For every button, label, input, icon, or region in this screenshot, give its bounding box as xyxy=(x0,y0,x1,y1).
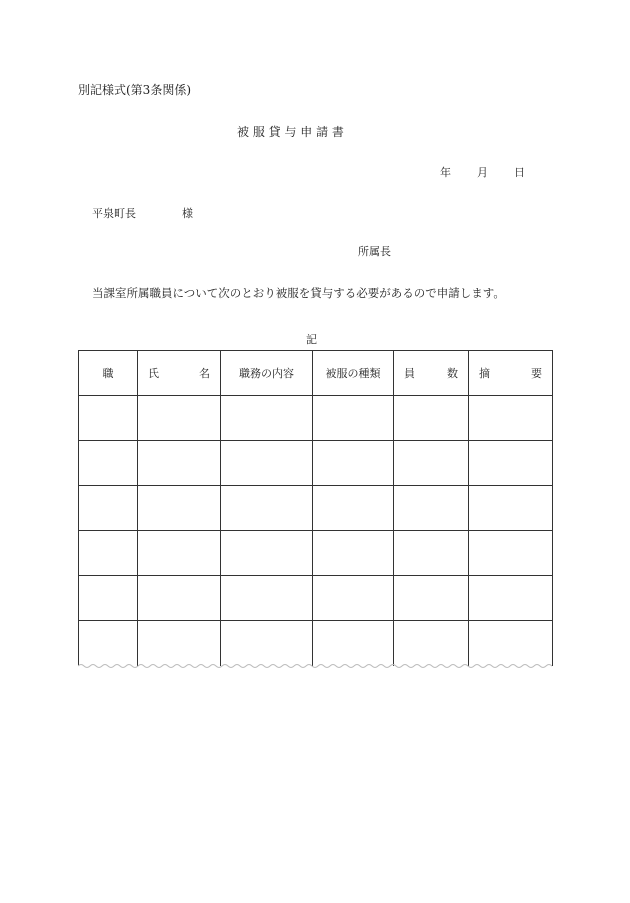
date-line xyxy=(440,164,525,180)
table-row xyxy=(79,396,553,441)
table-body xyxy=(79,396,553,667)
table-cell-position[interactable] xyxy=(79,396,138,441)
addressee-honorific: 様 xyxy=(182,207,193,220)
table-cell-remarks[interactable] xyxy=(469,576,553,621)
col-header-quantity xyxy=(394,351,469,396)
col-header-name xyxy=(138,351,221,396)
table-cell-duties[interactable] xyxy=(221,531,313,576)
col-header-name-part2: 名 xyxy=(199,367,210,380)
torn-edge xyxy=(78,663,552,671)
table-row xyxy=(79,441,553,486)
col-header-duties: 職務の内容 xyxy=(221,351,313,396)
table-cell-duties[interactable] xyxy=(221,441,313,486)
table-cell-remarks[interactable] xyxy=(469,486,553,531)
table-cell-name[interactable] xyxy=(138,486,221,531)
addressee xyxy=(92,205,193,221)
table-cell-quantity[interactable] xyxy=(394,531,469,576)
col-header-name-part1: 氏 xyxy=(148,367,159,380)
application-table xyxy=(78,350,553,666)
table-cell-duties[interactable] xyxy=(221,576,313,621)
table-cell-clothing-type[interactable] xyxy=(313,486,394,531)
department-head-label: 所属長 xyxy=(358,245,391,258)
table-cell-quantity[interactable] xyxy=(394,396,469,441)
table-cell-name[interactable] xyxy=(138,441,221,486)
table-row xyxy=(79,621,553,666)
table-cell-remarks[interactable] xyxy=(469,441,553,486)
table-cell-clothing-type[interactable] xyxy=(313,576,394,621)
table-cell-name[interactable] xyxy=(138,576,221,621)
table-cell-remarks[interactable] xyxy=(469,396,553,441)
body-text: 当課室所属職員について次のとおり被服を貸与する必要があるので申請します。 xyxy=(92,286,505,300)
table-cell-position[interactable] xyxy=(79,486,138,531)
table-header-row xyxy=(79,351,553,396)
table-cell-quantity[interactable] xyxy=(394,621,469,666)
table-cell-duties[interactable] xyxy=(221,621,313,666)
table-cell-duties[interactable] xyxy=(221,486,313,531)
table-cell-name[interactable] xyxy=(138,396,221,441)
table-cell-quantity[interactable] xyxy=(394,576,469,621)
table-cell-quantity[interactable] xyxy=(394,441,469,486)
table-cell-quantity[interactable] xyxy=(394,486,469,531)
table-cell-position[interactable] xyxy=(79,621,138,666)
date-day: 日 xyxy=(514,166,525,179)
table-cell-position[interactable] xyxy=(79,441,138,486)
table-cell-clothing-type[interactable] xyxy=(313,441,394,486)
col-header-remarks-part1: 摘 xyxy=(479,367,490,380)
table-cell-name[interactable] xyxy=(138,531,221,576)
addressee-name: 平泉町長 xyxy=(92,207,136,220)
table-row xyxy=(79,486,553,531)
table-cell-clothing-type[interactable] xyxy=(313,396,394,441)
table-row xyxy=(79,531,553,576)
table-cell-duties[interactable] xyxy=(221,396,313,441)
col-header-remarks xyxy=(469,351,553,396)
col-header-remarks-part2: 要 xyxy=(531,367,542,380)
document-title: 被 服 貸 与 申 請 書 xyxy=(237,125,344,139)
table-cell-position[interactable] xyxy=(79,576,138,621)
date-year: 年 xyxy=(440,166,451,179)
ki-heading: 記 xyxy=(306,333,317,346)
col-header-clothing-type: 被服の種類 xyxy=(313,351,394,396)
form-reference: 別記様式(第3条関係) xyxy=(78,83,191,97)
table-cell-clothing-type[interactable] xyxy=(313,621,394,666)
date-month: 月 xyxy=(477,166,488,179)
table-cell-name[interactable] xyxy=(138,621,221,666)
col-header-quantity-part2: 数 xyxy=(447,367,458,380)
table-cell-remarks[interactable] xyxy=(469,531,553,576)
table-row xyxy=(79,576,553,621)
col-header-position: 職 xyxy=(79,351,138,396)
table-cell-clothing-type[interactable] xyxy=(313,531,394,576)
table-cell-position[interactable] xyxy=(79,531,138,576)
col-header-quantity-part1: 員 xyxy=(404,367,415,380)
table-cell-remarks[interactable] xyxy=(469,621,553,666)
